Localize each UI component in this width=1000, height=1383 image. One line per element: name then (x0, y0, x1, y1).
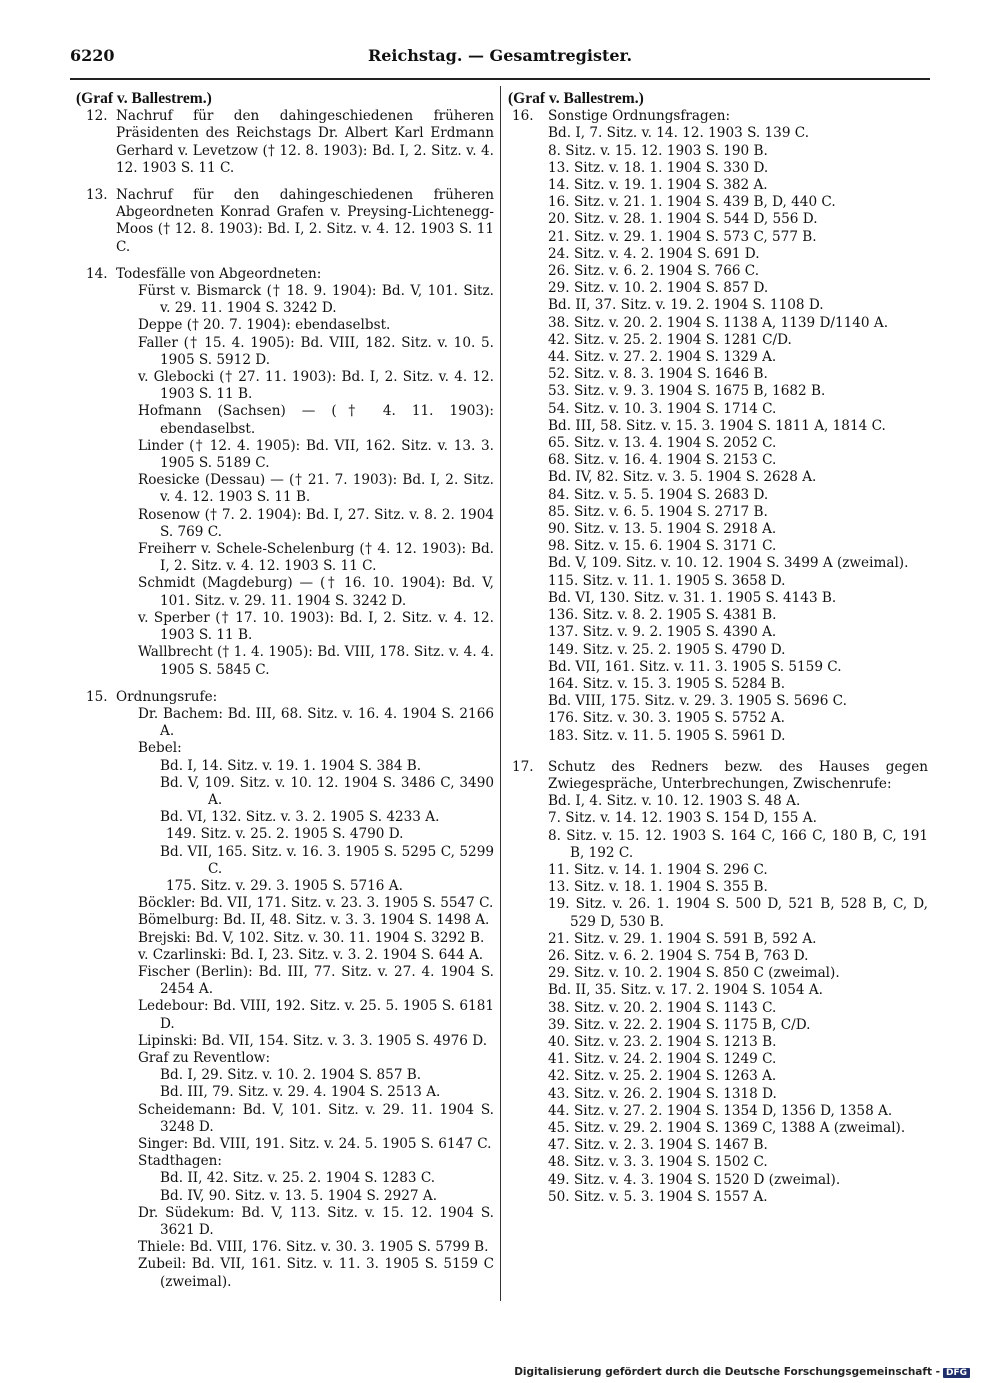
footer-credit (514, 1366, 970, 1378)
list-item: 7. Sitz. v. 14. 12. 1903 S. 154 D, 155 A. (548, 810, 817, 827)
list-item: Fischer (Berlin): Bd. III, 77. Sitz. v. 27. 4. 1904 S. 2454 A. (138, 963, 494, 998)
list-item: Bd. VI, 132. Sitz. v. 3. 2. 1905 S. 4233 A. (160, 809, 440, 826)
list-item: Ledebour: Bd. VIII, 192. Sitz. v. 25. 5. 1905 S. 6181 D. (138, 998, 494, 1032)
list-item: Bd. VI, 130. Sitz. v. 31. 1. 1905 S. 4143 B. (548, 589, 837, 606)
list-item-label: Graf zu Reventlow: (138, 1049, 271, 1066)
list-item: 164. Sitz. v. 15. 3. 1905 S. 5284 B. (548, 675, 786, 692)
list-item: Fürst v. Bismarck († 18. 9. 1904): Bd. V, 101. Sitz. v. 29. 11. 1904 S. 3242 D. (138, 283, 494, 317)
list-item: Singer: Bd. VIII, 191. Sitz. v. 24. 5. 1905 S. 6147 C. (138, 1135, 492, 1152)
session-list (548, 125, 928, 744)
list-item: 42. Sitz. v. 25. 2. 1904 S. 1263 A. (548, 1068, 777, 1085)
list-item: Bd. VII, 161. Sitz. v. 11. 3. 1905 S. 5159 C. (548, 658, 842, 675)
list-item: Bd. IV, 82. Sitz. v. 3. 5. 1904 S. 2628 A. (548, 469, 817, 486)
list-item: v. Czarlinski: Bd. I, 23. Sitz. v. 3. 2. 1904 S. 644 A. (138, 946, 484, 963)
list-item: 137. Sitz. v. 9. 2. 1905 S. 4390 A. (548, 624, 777, 641)
list-item: Zubeil: Bd. VII, 161. Sitz. v. 11. 3. 1905 S. 5159 C (zweimal). (138, 1256, 494, 1290)
column-heading: (Graf v. Ballestrem.) (76, 90, 212, 107)
list-item: 41. Sitz. v. 24. 2. 1904 S. 1249 C. (548, 1051, 777, 1068)
list-item: 65. Sitz. v. 13. 4. 1904 S. 2052 C. (548, 435, 777, 452)
list-item: Bd. II, 42. Sitz. v. 25. 2. 1904 S. 1283 C. (160, 1170, 436, 1187)
list-item: 47. Sitz. v. 2. 3. 1904 S. 1467 B. (548, 1137, 768, 1154)
list-item: v. Glebocki († 27. 11. 1903): Bd. I, 2. Sitz. v. 4. 12. 1903 S. 11 B. (138, 369, 494, 403)
list-item: Dr. Südekum: Bd. V, 113. Sitz. v. 15. 12. 1904 S. 3621 D. (138, 1204, 494, 1238)
list-item: Bd. III, 79. Sitz. v. 29. 4. 1904 S. 2513 A. (160, 1084, 441, 1101)
entry-number: 14. (86, 265, 108, 282)
list-item: Bd. I, 7. Sitz. v. 14. 12. 1903 S. 139 C. (548, 125, 810, 142)
entry-13 (76, 187, 494, 256)
entry-16 (508, 108, 928, 745)
list-item: 44. Sitz. v. 27. 2. 1904 S. 1329 A. (548, 349, 777, 366)
entry-text: Nachruf für den dahingeschiedenen früheren Abgeordneten Konrad Grafen v. Preysing-Lichtenegg-Moos († 12. 8. 1903): Bd. I, 2. Sitz. v. 4. 12. 1903 S. 11 C. (116, 187, 494, 255)
list-item: 98. Sitz. v. 15. 6. 1904 S. 3171 C. (548, 538, 777, 555)
entry-number: 13. (86, 187, 108, 204)
list-item: 38. Sitz. v. 20. 2. 1904 S. 1138 A, 1139 D/1140 A. (548, 314, 889, 331)
list-item: Bd. V, 109. Sitz. v. 10. 12. 1904 S. 3499 A (zweimal). (548, 555, 909, 572)
list-item: 175. Sitz. v. 29. 3. 1905 S. 5716 A. (166, 877, 403, 894)
entry-number: 12. (86, 108, 108, 125)
list-item: Faller († 15. 4. 1905): Bd. VIII, 182. Sitz. v. 10. 5. 1905 S. 5912 D. (138, 334, 494, 368)
list-item: Bd. VII, 165. Sitz. v. 16. 3. 1905 S. 5295 C, 5299 C. (160, 843, 494, 877)
list-item: 38. Sitz. v. 20. 2. 1904 S. 1143 C. (548, 999, 777, 1016)
list-item: Bd. I, 14. Sitz. v. 19. 1. 1904 S. 384 B. (160, 757, 422, 774)
list-item: 115. Sitz. v. 11. 1. 1905 S. 3658 D. (548, 572, 786, 589)
entry-14 (76, 266, 494, 679)
list-item: Böckler: Bd. VII, 171. Sitz. v. 23. 3. 1905 S. 5547 C. (138, 895, 494, 912)
list-item: 53. Sitz. v. 9. 3. 1904 S. 1675 B, 1682 B. (548, 383, 826, 400)
list-item: 13. Sitz. v. 18. 1. 1904 S. 330 D. (548, 159, 769, 176)
list-item: 90. Sitz. v. 13. 5. 1904 S. 2918 A. (548, 521, 777, 538)
column-heading: (Graf v. Ballestrem.) (508, 90, 644, 107)
entry-number: 17. (512, 758, 534, 775)
list-item: Freiherr v. Schele-Schelenburg († 4. 12. 1903): Bd. I, 2. Sitz. v. 4. 12. 1903 S. 11 C. (138, 541, 494, 575)
list-item: 21. Sitz. v. 29. 1. 1904 S. 573 C, 577 B. (548, 228, 817, 245)
list-item: 84. Sitz. v. 5. 5. 1904 S. 2683 D. (548, 486, 769, 503)
page-number: 6220 (70, 46, 115, 65)
entry-title: Schutz des Redners bezw. des Hauses gegen Zwiegespräche, Unterbrechungen, Zwischenrufe: (548, 758, 928, 792)
left-column (76, 90, 494, 1291)
list-item: Bd. V, 109. Sitz. v. 10. 12. 1904 S. 3486 C, 3490 A. (160, 774, 494, 808)
entry-12 (76, 108, 494, 177)
list-item: Bd. II, 37. Sitz. v. 19. 2. 1904 S. 1108 D. (548, 297, 824, 314)
entry-number: 15. (86, 688, 108, 705)
list-item: 85. Sitz. v. 6. 5. 1904 S. 2717 B. (548, 503, 768, 520)
dfg-logo: DFG (943, 1368, 970, 1378)
column-divider (500, 86, 501, 1301)
list-item: 26. Sitz. v. 6. 2. 1904 S. 754 B, 763 D. (548, 947, 809, 964)
list-item: Roesicke (Dessau) — († 21. 7. 1903): Bd. I, 2. Sitz. v. 4. 12. 1903 S. 11 B. (138, 472, 494, 506)
list-item: Bd. I, 29. Sitz. v. 10. 2. 1904 S. 857 B. (160, 1067, 422, 1084)
list-item: Rosenow († 7. 2. 1904): Bd. I, 27. Sitz. v. 8. 2. 1904 S. 769 C. (138, 506, 494, 540)
stadthagen-list (138, 1170, 494, 1204)
list-item: 29. Sitz. v. 10. 2. 1904 S. 857 D. (548, 280, 769, 297)
list-item: Wallbrecht († 1. 4. 1905): Bd. VIII, 178. Sitz. v. 4. 4. 1905 S. 5845 C. (138, 644, 494, 678)
right-column (508, 90, 928, 1206)
list-item: 49. Sitz. v. 4. 3. 1904 S. 1520 D (zweimal). (548, 1171, 841, 1188)
list-item: 26. Sitz. v. 6. 2. 1904 S. 766 C. (548, 263, 760, 280)
list-item: Bd. II, 35. Sitz. v. 17. 2. 1904 S. 1054 A. (548, 982, 823, 999)
list-item: 39. Sitz. v. 22. 2. 1904 S. 1175 B, C/D. (548, 1016, 811, 1033)
list-item: Brejski: Bd. V, 102. Sitz. v. 30. 11. 1904 S. 3292 B. (138, 929, 485, 946)
list-item: 136. Sitz. v. 8. 2. 1905 S. 4381 B. (548, 607, 777, 624)
list-item: 21. Sitz. v. 29. 1. 1904 S. 591 B, 592 A. (548, 930, 817, 947)
list-item: 68. Sitz. v. 16. 4. 1904 S. 2153 C. (548, 452, 777, 469)
list-item: Bd. I, 4. Sitz. v. 10. 12. 1903 S. 48 A. (548, 793, 801, 810)
header-rule (70, 78, 930, 80)
list-item: Deppe († 20. 7. 1904): ebendaselbst. (138, 317, 391, 334)
entry-title: Ordnungsrufe: (116, 688, 218, 705)
list-item: Dr. Bachem: Bd. III, 68. Sitz. v. 16. 4. 1904 S. 2166 A. (138, 705, 494, 740)
list-item: 48. Sitz. v. 3. 3. 1904 S. 1502 C. (548, 1154, 768, 1171)
list-item: 8. Sitz. v. 15. 12. 1903 S. 190 B. (548, 142, 768, 159)
death-list (116, 283, 494, 679)
list-item: Bömelburg: Bd. II, 48. Sitz. v. 3. 3. 1904 S. 1498 A. (138, 912, 490, 929)
list-item: 20. Sitz. v. 28. 1. 1904 S. 544 D, 556 D. (548, 211, 818, 228)
list-item: Bd. IV, 90. Sitz. v. 13. 5. 1904 S. 2927 A. (160, 1187, 438, 1204)
list-item: 16. Sitz. v. 21. 1. 1904 S. 439 B, D, 440 C. (548, 194, 836, 211)
entry-number: 16. (512, 108, 534, 125)
list-item: 149. Sitz. v. 25. 2. 1905 S. 4790 D. (548, 641, 786, 658)
entry-text: Nachruf für den dahingeschiedenen früheren Präsidenten des Reichstags Dr. Albert Karl Erdmann Gerhard v. Levetzow († 12. 8. 1903): Bd. I, 2. Sitz. v. 4. 12. 1903 S. 11 C. (116, 108, 494, 176)
list-item: 11. Sitz. v. 14. 1. 1904 S. 296 C. (548, 861, 768, 878)
list-item: 52. Sitz. v. 8. 3. 1904 S. 1646 B. (548, 366, 768, 383)
list-item: 40. Sitz. v. 23. 2. 1904 S. 1213 B. (548, 1033, 777, 1050)
list-item: 29. Sitz. v. 10. 2. 1904 S. 850 C (zweimal). (548, 965, 840, 982)
session-list (548, 793, 928, 1206)
reventlow-list (138, 1067, 494, 1101)
list-item: Hofmann (Sachsen) — († 4. 11. 1903): ebendaselbst. (138, 403, 494, 437)
entry-title: Todesfälle von Abgeordneten: (116, 265, 322, 282)
list-item: Bd. VIII, 175. Sitz. v. 29. 3. 1905 S. 5696 C. (548, 693, 847, 710)
list-item: 50. Sitz. v. 5. 3. 1904 S. 1557 A. (548, 1188, 768, 1205)
footer-text: Digitalisierung gefördert durch die Deutsche Forschungsgemeinschaft - (514, 1366, 940, 1378)
list-item: 24. Sitz. v. 4. 2. 1904 S. 691 D. (548, 245, 760, 262)
list-item: 183. Sitz. v. 11. 5. 1905 S. 5961 D. (548, 727, 786, 744)
entry-title: Sonstige Ordnungsfragen: (548, 108, 731, 125)
list-item: 42. Sitz. v. 25. 2. 1904 S. 1281 C/D. (548, 331, 792, 348)
list-item: Schmidt (Magdeburg) — († 16. 10. 1904): Bd. V, 101. Sitz. v. 29. 11. 1904 S. 3242 D. (138, 575, 494, 609)
entry-15 (76, 689, 494, 1291)
bebel-list (138, 758, 494, 896)
list-item: 13. Sitz. v. 18. 1. 1904 S. 355 B. (548, 879, 768, 896)
list-item: 44. Sitz. v. 27. 2. 1904 S. 1354 D, 1356 D, 1358 A. (548, 1102, 893, 1119)
list-item: 19. Sitz. v. 26. 1. 1904 S. 500 D, 521 B, 528 B, C, D, 529 D, 530 B. (548, 896, 928, 930)
list-item-label: Bebel: (138, 740, 182, 757)
list-item: 8. Sitz. v. 15. 12. 1903 S. 164 C, 166 C, 180 B, C, 191 B, 192 C. (548, 827, 928, 861)
list-item: 45. Sitz. v. 29. 2. 1904 S. 1369 C, 1388 A (zweimal). (548, 1119, 906, 1136)
list-item: 54. Sitz. v. 10. 3. 1904 S. 1714 C. (548, 400, 777, 417)
list-item-label: Stadthagen: (138, 1153, 222, 1170)
order-calls-list (116, 706, 494, 1291)
list-item: 43. Sitz. v. 26. 2. 1904 S. 1318 D. (548, 1085, 777, 1102)
list-item: Lipinski: Bd. VII, 154. Sitz. v. 3. 3. 1905 S. 4976 D. (138, 1032, 488, 1049)
list-item: Bd. III, 58. Sitz. v. 15. 3. 1904 S. 1811 A, 1814 C. (548, 417, 886, 434)
list-item: Thiele: Bd. VIII, 176. Sitz. v. 30. 3. 1905 S. 5799 B. (138, 1239, 489, 1256)
entry-17 (508, 759, 928, 1206)
list-item: Scheidemann: Bd. V, 101. Sitz. v. 29. 11. 1904 S. 3248 D. (138, 1101, 494, 1135)
list-item: Linder († 12. 4. 1905): Bd. VII, 162. Sitz. v. 13. 3. 1905 S. 5189 C. (138, 437, 494, 472)
list-item: 176. Sitz. v. 30. 3. 1905 S. 5752 A. (548, 710, 785, 727)
list-item: 149. Sitz. v. 25. 2. 1905 S. 4790 D. (166, 826, 404, 843)
list-item: 14. Sitz. v. 19. 1. 1904 S. 382 A. (548, 177, 768, 194)
running-title: Reichstag. — Gesamtregister. (367, 46, 633, 65)
list-item: v. Sperber († 17. 10. 1903): Bd. I, 2. Sitz. v. 4. 12. 1903 S. 11 B. (138, 609, 494, 644)
